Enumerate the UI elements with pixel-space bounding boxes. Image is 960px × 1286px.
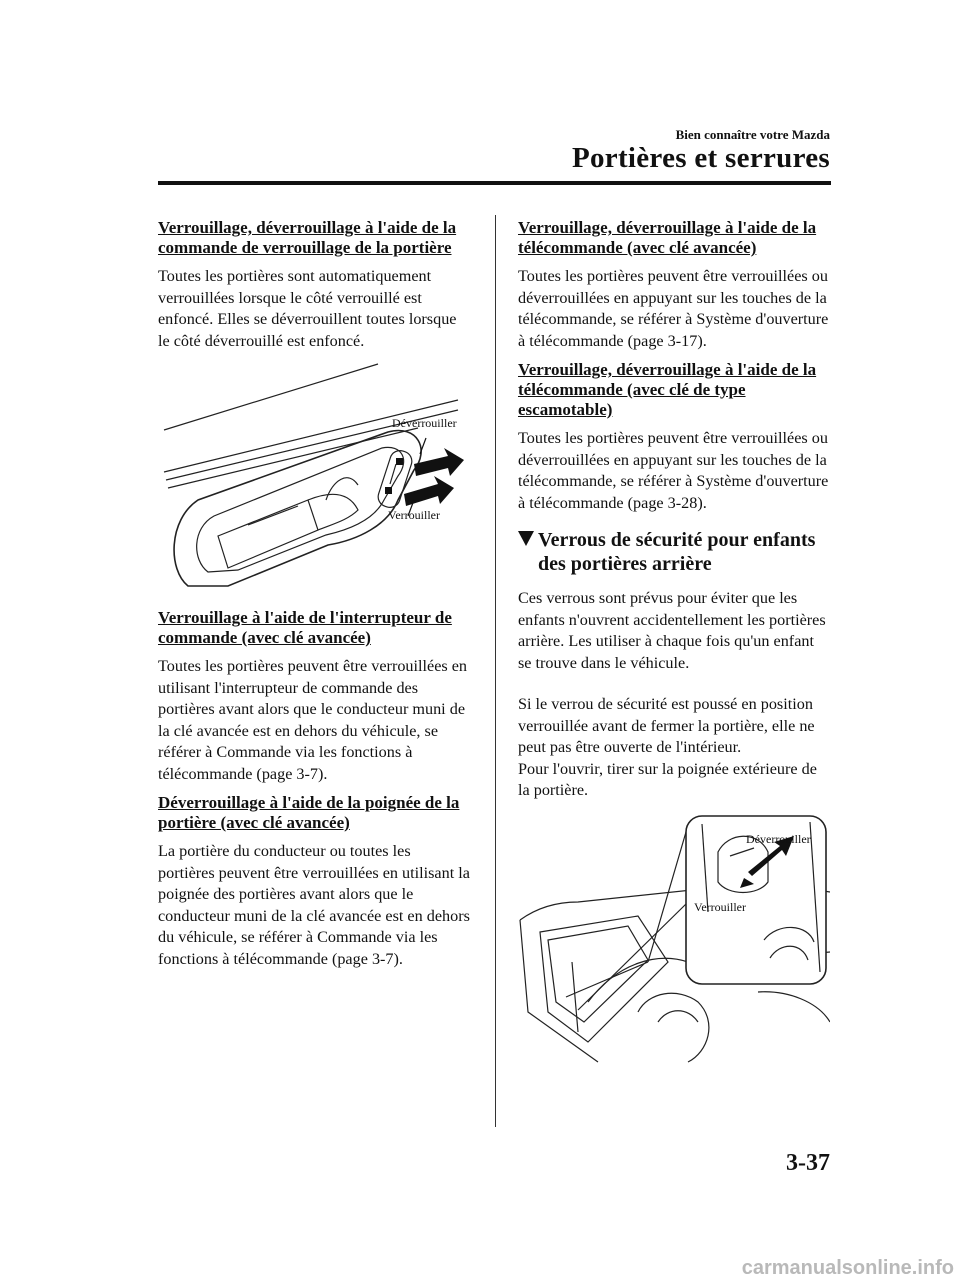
- subheading-door-handle: Déverrouillage à l'aide de la poignée de la portière (avec clé avancée): [158, 793, 460, 832]
- paragraph-door-lock-switch: Toutes les portières sont automatiquement verrouillées lorsque le côté verrouillé est enfoncé. Elles se déverrouillent toutes lorsque le côté déverrouillé est enfoncé.: [158, 267, 457, 350]
- label-unlock: Déverrouiller: [746, 831, 811, 846]
- subheading-door-lock-switch: Verrouillage, déverrouillage à l'aide de la commande de verrouillage de la portière: [158, 218, 457, 257]
- label-lock: Verrouiller: [388, 508, 440, 522]
- label-unlock: Déverrouiller: [392, 416, 457, 430]
- subheading-remote-advanced: Verrouillage, déverrouillage à l'aide de la télécommande (avec clé avancée): [518, 218, 817, 257]
- door-panel-illustration: [158, 360, 470, 598]
- child-locks-title-text: Verrous de sécurité pour enfants des portières arrière: [538, 529, 816, 575]
- subheading-remote-retractable: Verrouillage, déverrouillage à l'aide de la télécommande (avec clé de type escamotable): [518, 360, 817, 419]
- header-rule: [158, 181, 831, 185]
- figure-child-lock: [518, 812, 830, 1067]
- paragraph-child-locks-open: Pour l'ouvrir, tirer sur la poignée extérieure de la portière.: [518, 759, 817, 799]
- page-number: 3-37: [786, 1150, 830, 1176]
- subheading-request-switch: Verrouillage à l'aide de l'interrupteur de commande (avec clé avancée): [158, 608, 452, 647]
- paragraph-request-switch: Toutes les portières peuvent être verrouillées en utilisant l'interrupteur de commande des portières avant alors que le conducteur muni de la clé avancée est en dehors du véhicule, se référer à Commande via les fonctions à télécommande (page 3-7).: [158, 657, 468, 783]
- section-title: Portières et serrures: [571, 142, 830, 174]
- paragraph-remote-retractable: Toutes les portières peuvent être verrouillées ou déverrouillées en appuyant sur les touches de la télécommande, se référer à Système d'ouverture à télécommande (page 3-28).: [518, 429, 829, 512]
- right-column: [518, 218, 830, 1067]
- label-lock: Verrouiller: [694, 899, 746, 914]
- rear-door-illustration: [518, 812, 830, 1067]
- child-locks-title: [518, 528, 830, 576]
- chapter-title: Bien connaître votre Mazda: [675, 127, 830, 142]
- column-divider: [495, 215, 496, 1127]
- watermark: carmanualsonline.info: [741, 1257, 954, 1279]
- paragraph-child-locks-usage: Si le verrou de sécurité est poussé en position verrouillée avant de fermer la portière, elle ne peut pas être ouverte de l'intérieur.: [518, 695, 815, 756]
- figure-door-lock-switch: [158, 360, 470, 598]
- triangle-bullet-icon: [518, 531, 534, 546]
- paragraph-remote-advanced: Toutes les portières peuvent être verrouillées ou déverrouillées en appuyant sur les touches de la télécommande, se référer à Système d'ouverture à télécommande (page 3-17).: [518, 267, 829, 350]
- paragraph-door-handle: La portière du conducteur ou toutes les portières peuvent être verrouillées en utilisant la poignée des portières avant alors que le conducteur muni de la clé avancée est en dehors du véhicule, se référer à Commande via les fonctions à télécommande (page 3-7).: [158, 842, 470, 968]
- paragraph-child-locks-purpose: Ces verrous sont prévus pour éviter que les enfants n'ouvrent accidentellement les portières arrière. Les utiliser à chaque fois qu'un enfant se trouve dans le véhicule.: [518, 589, 826, 672]
- left-column: [158, 218, 470, 978]
